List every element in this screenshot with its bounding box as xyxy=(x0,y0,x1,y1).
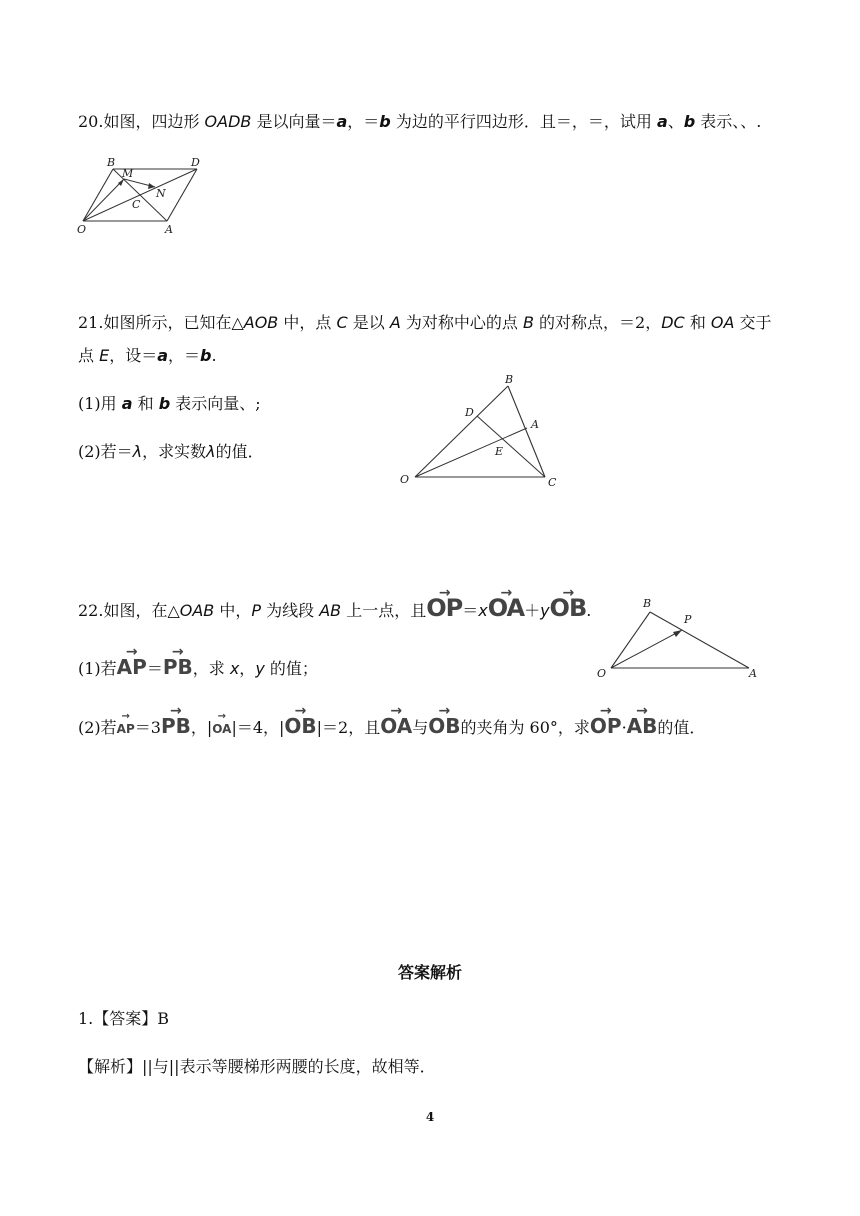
q22-line1: 22.如图，在△OAB 中，P 为线段 AB 上一点，且→ OP＝x→ OA＋y→ OB. xyxy=(78,594,591,621)
vector-AP-small: → AP xyxy=(117,715,135,739)
fig22-label-A: A xyxy=(749,667,757,680)
fig20-label-B: B xyxy=(107,156,116,169)
vector-AB: → AB xyxy=(627,712,658,736)
figure-20-parallelogram xyxy=(75,155,225,239)
vector-OP-2: → OP xyxy=(590,712,622,736)
fig21-label-O: O xyxy=(400,473,410,486)
vector-OB-2: → OB xyxy=(284,712,316,736)
fig21-label-D: D xyxy=(465,406,474,419)
q21-line1: 21.如图所示，已知在△AOB 中，点 C 是以 A 为对称中心的点 B 的对称点，＝2，DC 和 OA 交于 xyxy=(78,313,772,332)
fig20-label-M: M xyxy=(122,167,134,180)
q22-part2: (2)若→ AP＝3→ PB，|→ OA|＝4，|→ OB|＝2，且→ OA与→ OB的夹角为 60°，求→ OP·→ AB的值． xyxy=(78,712,705,739)
page-number: 4 xyxy=(425,1110,435,1124)
q20-text: 20.如图，四边形 OADB 是以向量＝a，＝b 为边的平行四边形．且＝，＝，试用 a、b 表示、、. xyxy=(78,112,762,131)
fig20-label-D: D xyxy=(191,156,200,169)
vector-AP: → AP xyxy=(117,653,147,677)
fig22-label-B: B xyxy=(643,597,652,610)
fig20-label-A: A xyxy=(165,223,173,236)
vector-OB: → OB xyxy=(550,594,587,618)
vector-OP: → OP xyxy=(426,594,462,618)
fig21-label-C: C xyxy=(548,476,557,489)
vector-OA: → OA xyxy=(488,594,524,618)
explanation-1: 【解析】||与||表示等腰梯形两腰的长度，故相等． xyxy=(78,1057,436,1076)
vector-OA-3: → OA xyxy=(380,712,412,736)
vector-PB-2: → PB xyxy=(161,712,191,736)
vector-PB: → PB xyxy=(163,653,193,677)
q21-part1: (1)用 a 和 b 表示向量、; xyxy=(78,394,261,413)
vector-OB-3: → OB xyxy=(428,712,460,736)
q21-part2: (2)若＝λ，求实数λ的值． xyxy=(78,442,264,461)
figure-22-triangle xyxy=(593,595,768,685)
fig20-label-N: N xyxy=(156,187,166,200)
answer-1: 1.【答案】B xyxy=(78,1009,170,1028)
q21-line2: 点 E，设＝a，＝b. xyxy=(78,346,217,365)
vector-OA-small: → OA xyxy=(212,715,231,739)
fig21-label-A: A xyxy=(531,418,539,431)
fig21-label-E: E xyxy=(495,445,504,458)
fig20-label-O: O xyxy=(77,223,87,236)
fig22-label-O: O xyxy=(597,667,607,680)
answers-heading: 答案解析 xyxy=(397,963,462,982)
fig21-label-B: B xyxy=(505,373,514,386)
fig20-label-C: C xyxy=(132,198,141,211)
fig22-label-P: P xyxy=(684,613,692,626)
figure-21-triangle xyxy=(395,370,570,495)
q22-part1: (1)若→ AP＝→ PB，求 x，y 的值； xyxy=(78,653,318,679)
